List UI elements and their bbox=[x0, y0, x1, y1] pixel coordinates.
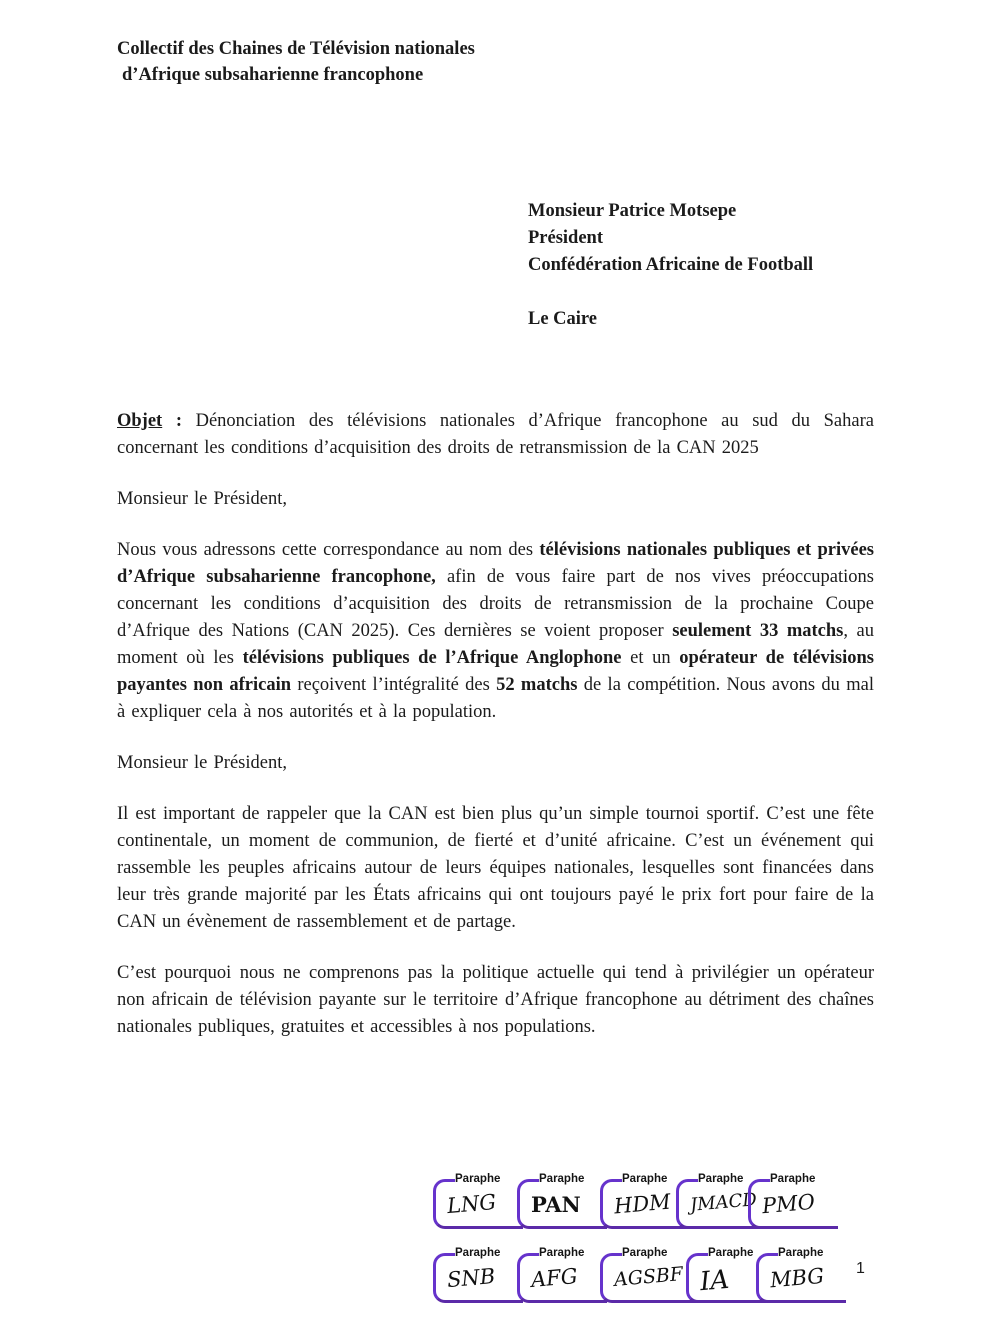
sender-name-line1: Collectif des Chaines de Télévision nationales bbox=[117, 39, 475, 59]
recipient-city: Le Caire bbox=[528, 309, 598, 329]
stamp-label: Paraphe bbox=[455, 1246, 525, 1260]
paragraph-1: Nous vous adressons cette correspondance au nom des télévisions nationales publiques et privées d’Afrique subsaharienne francophone, afin de vous faire part de nos vives préoccupations concernant les conditions d’acquisition des droits de retransmission de la prochaine Coupe d’Afrique des Nations (CAN 2025). Ces dernières se voient proposer seulement 33 matchs, au moment où les télévisions publiques de l’Afrique Anglophone et un opérateur de télévisions payantes non africain reçoivent l’intégralité des 52 matchs de la compétition. Nous avons du mal à expliquer cela à nos autorités et à la population. bbox=[117, 540, 874, 722]
stamp-initials-signature: AGSBF bbox=[613, 1263, 684, 1291]
stamp-initials-signature: PMO bbox=[761, 1189, 816, 1219]
letter-body bbox=[117, 408, 874, 1065]
recipient-block bbox=[528, 198, 813, 333]
stamp-label: Paraphe bbox=[770, 1172, 840, 1186]
stamp-label: Paraphe bbox=[708, 1246, 778, 1260]
salutation-2: Monsieur le Président, bbox=[117, 753, 287, 773]
paraphe-stamp bbox=[756, 1246, 848, 1306]
paragraph-2: Il est important de rappeler que la CAN est bien plus qu’un simple tournoi sportif. C’est une fête continentale, un moment de communion, de fierté et d’unité africaine. C’est un événement qui rassemble les peuples africains autour de leurs équipes nationales, lesquelles sont financées dans leur très grande majorité par les États africains qui ont toujours payé le prix fort pour faire de la CAN un évènement de rassemblement et de partage. bbox=[117, 804, 874, 932]
sender-name-line2: d’Afrique subsaharienne francophone bbox=[122, 65, 424, 85]
paraphe-stamp bbox=[748, 1172, 840, 1232]
stamp-initials-signature: JMACD bbox=[689, 1189, 758, 1216]
stamp-label: Paraphe bbox=[622, 1172, 692, 1186]
stamp-initials-signature: PAN bbox=[531, 1192, 581, 1217]
stamp-label: Paraphe bbox=[778, 1246, 848, 1260]
stamp-initials-signature: MBG bbox=[769, 1263, 826, 1293]
paraphe-stamp bbox=[517, 1172, 609, 1232]
stamp-initials-signature: LNG bbox=[446, 1189, 498, 1219]
stamp-label: Paraphe bbox=[539, 1246, 609, 1260]
stamp-label: Paraphe bbox=[455, 1172, 525, 1186]
stamp-label: Paraphe bbox=[698, 1172, 768, 1186]
recipient-name: Monsieur Patrice Motsepe bbox=[528, 201, 737, 221]
sender-header bbox=[117, 36, 475, 88]
recipient-title: Président bbox=[528, 228, 604, 248]
paraphe-stamp bbox=[517, 1246, 609, 1306]
paraphe-stamp bbox=[433, 1246, 525, 1306]
stamp-initials-signature: AFG bbox=[530, 1264, 579, 1292]
stamp-label: Paraphe bbox=[622, 1246, 704, 1260]
stamp-initials-signature: SNB bbox=[446, 1263, 497, 1293]
recipient-organization: Confédération Africaine de Football bbox=[528, 255, 814, 275]
salutation-1: Monsieur le Président, bbox=[117, 489, 287, 509]
paragraph-3: C’est pourquoi nous ne comprenons pas la politique actuelle qui tend à privilégier un opérateur non africain de télévision payante sur le territoire d’Afrique francophone au détriment des chaînes nationales publiques, gratuites et accessibles à nos populations. bbox=[117, 963, 874, 1037]
page-number: 1 bbox=[856, 1260, 865, 1277]
stamp-label: Paraphe bbox=[539, 1172, 609, 1186]
stamp-initials-signature: IA bbox=[698, 1264, 731, 1298]
paraphe-stamp bbox=[433, 1172, 525, 1232]
stamp-initials-signature: HDM bbox=[613, 1189, 672, 1219]
subject-line: Objet : Dénonciation des télévisions nationales d’Afrique francophone au sud du Sahara concernant les conditions d’acquisition des droits de retransmission de la CAN 2025 bbox=[117, 411, 874, 458]
